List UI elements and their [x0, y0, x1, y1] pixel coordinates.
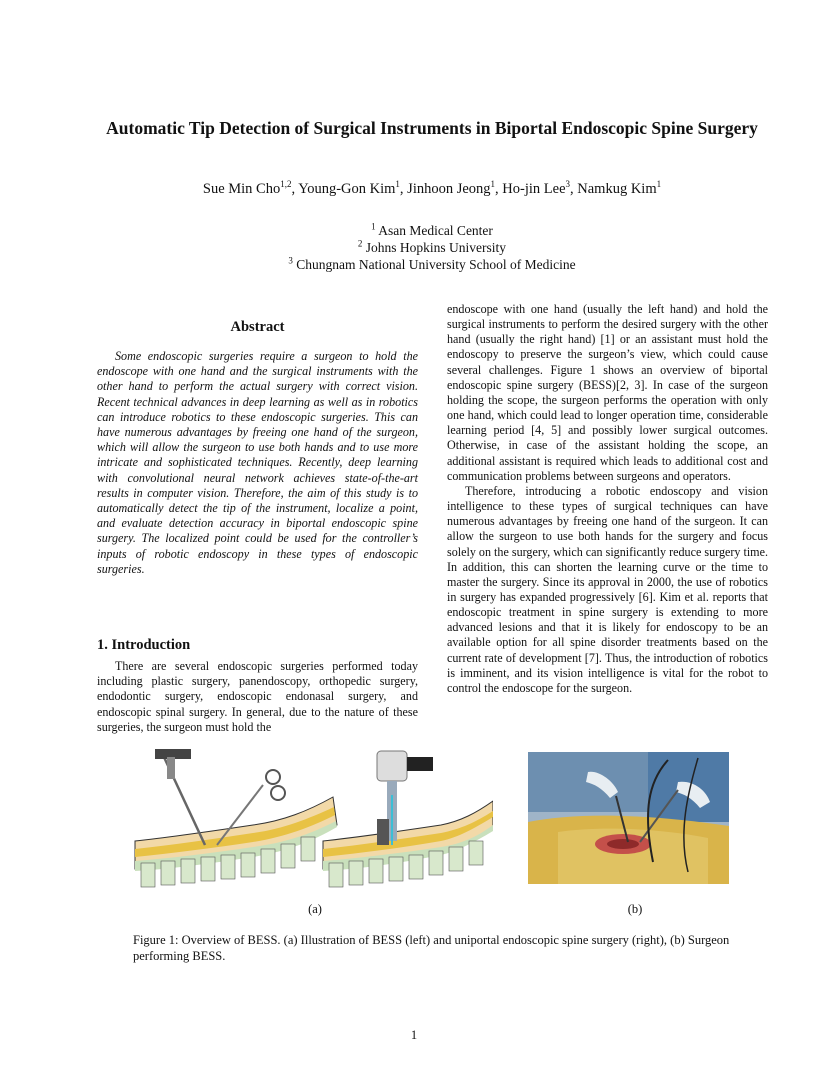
author-affiliation-mark: 1 [656, 179, 662, 190]
author-list: Sue Min Cho$^{1,2}$, Young-Gon Kim$^1$, Jinhoon Jeong$^1$, Ho-jin Lee$^3$, Namkug Kim$^1$ [202, 179, 662, 197]
author-affiliation-mark: 1 [395, 179, 400, 190]
author-name: Jinhoon Jeong [407, 181, 491, 197]
right-column [447, 302, 768, 696]
author-name: Ho-jin Lee [502, 181, 566, 197]
spine-illustration-left [135, 749, 337, 887]
affiliation-list [80, 222, 784, 273]
affiliation-line [80, 256, 784, 273]
affiliation-mark: 3 [288, 255, 293, 266]
abstract-body: Some endoscopic surgeries require a surgeon to hold the endoscope with one hand and the surgical instruments with the other hand to perform the actual surgery with correct vision. Recent technical advances in deep learning as well as in robotics can introduce robotics to these endoscopic surgeries. This can have numerous advantages by freeing one hand of the surgeon, which will allow the surgeon to use both hands and to use more intricate and sophisticated techniques. Recently, deep learning with convolutional neural network achieves state-of-the-art results in computer vision. Therefore, the aim of this study is to automatically detect the tip of the instrument, localize a point, and evaluate detection accuracy in biportal endoscopic spine surgery. The localized point could be used for the controller’s inputs of robotic endoscopy in these types of endoscopic surgeries. [97, 349, 418, 576]
author-name: Sue Min Cho [202, 181, 281, 197]
figure-label-b: (b) [627, 902, 643, 916]
introduction-heading: 1. Introduction [97, 637, 191, 653]
affiliation-mark: 2 [357, 238, 363, 249]
abstract-section [97, 318, 418, 577]
affiliation-line [80, 239, 784, 256]
affiliation-line [80, 222, 784, 239]
affiliation-mark: 1 [371, 221, 376, 232]
introduction-paragraph-1: There are several endoscopic surgeries performed today including plastic surgery, panendoscopy, orthopedic surgery, endodontic surgery, endoscopic endonasal surgery, and endoscopic spinal surgery. In general, due to the nature of these surgeries, the surgeon must hold the [97, 659, 418, 734]
figure-1b-surgery-photo [528, 752, 729, 884]
spine-illustration-right [323, 751, 493, 887]
affiliation-name: Chungnam National University School of Medicine [292, 257, 576, 272]
figure-caption: Figure 1: Overview of BESS. (a) Illustration of BESS (left) and uniportal endoscopic spine surgery (right), (b) Surgeon performing BESS. [133, 933, 730, 963]
author-affiliation-mark: 1 [490, 179, 496, 190]
affiliation-name: Asan Medical Center [375, 223, 493, 238]
affiliation-name: Johns Hopkins University [362, 240, 507, 255]
figure-label-a: (a) [308, 902, 322, 916]
figure-1a-illustration [133, 745, 493, 893]
page-number: 1 [410, 1028, 418, 1042]
author-name: Young-Gon Kim [298, 181, 396, 197]
author-affiliation-mark: 1,2 [280, 179, 292, 190]
author-name: Namkug Kim [577, 181, 657, 197]
introduction-paragraph-1-continued: endoscope with one hand (usually the left hand) and hold the surgical instruments to perform the desired surgery with the other hand (usually the right hand) [1] or an assistant must hold the endoscopy to preserve the surgeon’s view, which could cause several challenges. Figure 1 shows an overview of biportal endoscopic spine surgery (BESS)[2, 3]. In case of the surgeon holding the scope, the surgeon performs the operation with only one hand, which could lead to longer operation time, considerable learning period [4, 5] and possibly lower surgical outcomes. Otherwise, in case of the assistant holding the scope, an additional assistant is required which leads to additional cost and communication problems between surgeons and operators. [447, 302, 768, 483]
abstract-heading: Abstract [230, 319, 285, 335]
introduction-paragraph-2: Therefore, introducing a robotic endoscopy and vision intelligence to these types of surgical techniques can have numerous advantages by freeing one hand of the surgeon. It can allow the surgeon to use both hands for the surgery and focus solely on the surgery, which can significantly reduce surgery time. In addition, this can shorten the learning curve or the time to master the surgery. Since its approval in 2000, the use of robotics in surgery has expanded progressively [6]. Kim et al. reports that endoscopic treatment in spine surgery is extending to more advanced lesions and that it is likely for endoscopy to be an available option for all spine disorder treatments based on the current rate of development [7]. Thus, the introduction of robotics is imminent, and its vision intelligence is vital for the robot to control the endoscope for the surgeon. [447, 483, 768, 695]
author-affiliation-mark: 3 [565, 179, 571, 190]
paper-title: Automatic Tip Detection of Surgical Instruments in Biportal Endoscopic Spine Surgery [106, 118, 758, 138]
